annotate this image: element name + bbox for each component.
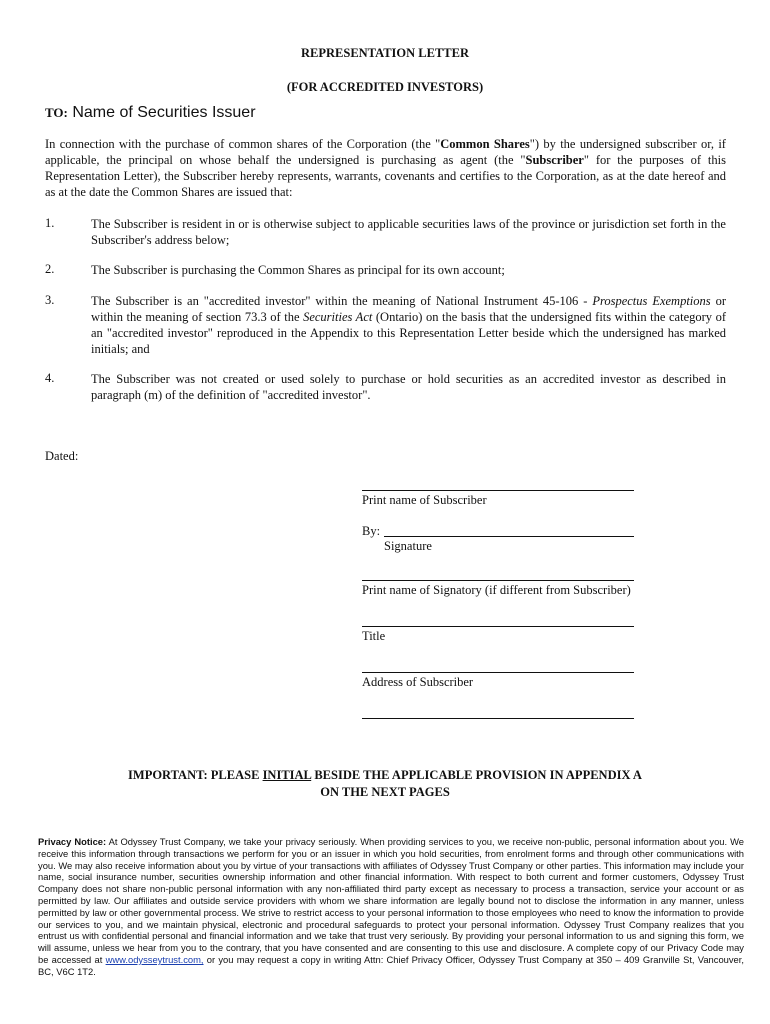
title-line[interactable] bbox=[362, 626, 634, 627]
privacy-label: Privacy Notice: bbox=[38, 836, 107, 847]
term-common-shares: Common Shares bbox=[440, 137, 530, 151]
print-name-label: Print name of Subscriber bbox=[362, 493, 487, 507]
item-2-number: 2. bbox=[45, 262, 55, 276]
dated-label: Dated: bbox=[45, 449, 79, 463]
item-3-text: The Subscriber is an "accredited investor" within the meaning of National Instrument 45-106 - Prospectus Exemptions or within the meaning of section 73.3 of the Securities Act (Ontario) on the basis that the undersigned fits within the category of an "accredited investor" reproduced in the Appendix to this Representation Letter beside which the undersigned has marked initials; and bbox=[91, 294, 726, 356]
privacy-website-link[interactable]: www.odysseytrust.com, bbox=[105, 953, 204, 965]
important-notice: IMPORTANT: PLEASE INITIAL BESIDE THE APPLICABLE PROVISION IN APPENDIX A ON THE NEXT PAGES bbox=[128, 768, 642, 799]
issuer-line bbox=[45, 104, 256, 122]
signatory-name-line[interactable] bbox=[362, 580, 634, 581]
item-4-number: 4. bbox=[45, 371, 55, 385]
item-2-text: The Subscriber is purchasing the Common Shares as principal for its own account; bbox=[91, 263, 505, 277]
intro-paragraph: In connection with the purchase of common shares of the Corporation (the "Common Shares") by the undersigned subscriber or, if applicable, the principal on whose behalf the undersigned is purchasing as agent (the "Subscriber" for the purposes of this Representation Letter), the Subscriber hereby represents, warrants, covenants and certifies to the Corporation, as at the date hereof and as at the date the Common Shares are issued that: bbox=[45, 137, 726, 199]
item-3-number: 3. bbox=[45, 293, 55, 307]
item-4-text: The Subscriber was not created or used solely to purchase or hold securities as an accredited investor as described in paragraph (m) of the definition of "accredited investor". bbox=[91, 372, 726, 402]
address-label: Address of Subscriber bbox=[362, 675, 474, 689]
issuer-name-field[interactable]: Name of Securities Issuer bbox=[72, 104, 256, 121]
document-title: REPRESENTATION LETTER bbox=[301, 46, 469, 60]
signature-line[interactable] bbox=[384, 536, 634, 537]
document-subtitle: (FOR ACCREDITED INVESTORS) bbox=[286, 80, 484, 94]
title-label: Title bbox=[362, 629, 386, 643]
privacy-notice: Privacy Notice: At Odyssey Trust Company, we take your privacy seriously. When providing services to you, we receive non-public, personal information about you. We receive this information through transactions we perform for you or an issuer in which you hold securities, from enrolment forms and through other communications with you. We may also receive information about you by virtue of your transactions with affiliates of Odyssey Trust Company or other parties. This information may include your name, social insurance number, securities ownership information and other financial information. With respect to both current and former customers, Odyssey Trust Company does not share non-public personal information with any non-affiliated third party except as necessary to process a transaction, service your account or as permitted by law. Our affiliates and outside service providers with whom we share information are legally bound not to disclose the information in any manner, unless permitted by law or other governmental process. We strive to restrict access to your personal information to those employees who need to know the information to provide our services to you, and we maintain physical, electronic and procedural safeguards to protect your personal information. Odyssey Trust Company realizes that you entrust us with confidential personal and financial information and we take that trust very seriously. By providing your personal information to us and signing this form, we will assume, unless we hear from you to the contrary, that you have consented and are consenting to this use and disclosure. A complete copy of our Privacy Code may be accessed at www.odysseytrust.com, or you may request a copy in writing Attn: Chief Privacy Officer, Odyssey Trust Company at 350 – 409 Granville St, Vancouver, BC, V6C 1T2. bbox=[38, 836, 744, 977]
to-label: TO: bbox=[45, 105, 68, 120]
by-label: By: bbox=[362, 524, 381, 538]
signatory-label: Print name of Signatory (if different from Subscriber) bbox=[362, 583, 631, 597]
item-1-text: The Subscriber is resident in or is otherwise subject to applicable securities laws of the province or jurisdiction set forth in the Subscriber's address below; bbox=[91, 217, 726, 247]
address-line[interactable] bbox=[362, 672, 634, 673]
address-line-2[interactable] bbox=[362, 718, 634, 719]
subscriber-name-line[interactable] bbox=[362, 490, 634, 491]
item-1-number: 1. bbox=[45, 216, 55, 230]
term-subscriber: Subscriber bbox=[525, 153, 584, 167]
signature-label: Signature bbox=[384, 539, 432, 553]
